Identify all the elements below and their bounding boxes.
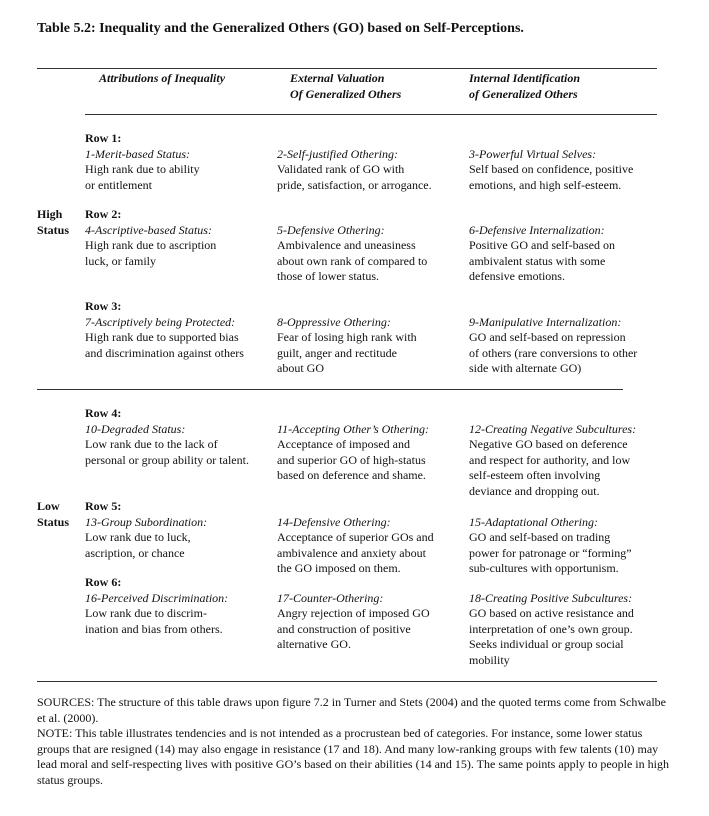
bottom-rule: [37, 681, 657, 682]
group-label-low-status: Low Status: [37, 499, 70, 529]
row-1-attribution: Row 1: 1-Merit-based Status: High rank due to ability or entitlement: [85, 131, 200, 192]
row-2-internal: 6-Defensive Internalization: Positive GO and self-based on ambivalent status with some defensive emotions.: [469, 222, 615, 283]
row-3-internal: 9-Manipulative Internalization: GO and self-based on repression of others (rare conversions to other side with alternate GO): [469, 314, 638, 375]
cell-title: 1-Merit-based Status:: [85, 146, 190, 161]
cell-title: 12-Creating Negative Subcultures:: [469, 421, 637, 436]
cell-title: 9-Manipulative Internalization:: [469, 314, 622, 329]
row-6-internal: 18-Creating Positive Subcultures: GO based on active resistance and interpretation of one’s own group. Seeks individual or group social mobility: [469, 590, 634, 667]
cell-title: 15-Adaptational Othering:: [469, 514, 598, 529]
column-header-attributions: Attributions of Inequality: [99, 71, 226, 85]
row-1-internal: 3-Powerful Virtual Selves: Self based on confidence, positive emotions, and high self-esteem.: [469, 146, 634, 192]
cell-title: 5-Defensive Othering:: [277, 222, 385, 237]
header-rule: [85, 114, 657, 115]
cell-title: 17-Counter-Othering:: [277, 590, 384, 605]
row-2-external: 5-Defensive Othering: Ambivalence and uneasiness about own rank of compared to those of lower status.: [277, 222, 428, 283]
column-header-internal-identification: Internal Identification of Generalized Others: [469, 71, 581, 101]
cell-title: 4-Ascriptive-based Status:: [85, 222, 212, 237]
sources-note: SOURCES: The structure of this table draws upon figure 7.2 in Turner and Stets (2004) and the quoted terms come from Schwalbe et al. (2000).: [37, 695, 667, 725]
top-rule: [37, 68, 657, 69]
row-label: Row 4:: [85, 406, 122, 420]
column-header-external-valuation: External Valuation Of Generalized Others: [290, 71, 402, 101]
general-note: NOTE: This table illustrates tendencies and is not intended as a procrustean bed of categories. For instance, some lower status groups that are resigned (14) may also engage in resistance (17 and 18). And many low-ranking groups with few talents (10) may lead moral and self-respecting lives with positive GO’s based on their abilities (14 and 15). The same points apply to people in high status groups.: [37, 726, 669, 787]
group-label-high-status: High Status: [37, 207, 70, 237]
cell-title: 14-Defensive Othering:: [277, 514, 391, 529]
cell-title: 18-Creating Positive Subcultures:: [469, 590, 633, 605]
cell-title: 3-Powerful Virtual Selves:: [469, 146, 597, 161]
cell-title: 6-Defensive Internalization:: [469, 222, 605, 237]
cell-title: 10-Degraded Status:: [85, 421, 186, 436]
cell-title: 7-Ascriptively being Protected:: [85, 314, 236, 329]
cell-title: 13-Group Subordination:: [85, 514, 208, 529]
cell-title: 16-Perceived Discrimination:: [85, 590, 229, 605]
cell-title: 11-Accepting Other’s Othering:: [277, 421, 429, 436]
row-5-internal: 15-Adaptational Othering: GO and self-based on trading power for patronage or “forming” sub-cultures with opportunism.: [469, 514, 632, 575]
row-3-external: 8-Oppressive Othering: Fear of losing high rank with guilt, anger and rectitude about GO: [277, 314, 417, 375]
cell-title: 8-Oppressive Othering:: [277, 314, 391, 329]
group-divider-rule: [37, 389, 623, 390]
row-3-attribution: Row 3: 7-Ascriptively being Protected: High rank due to supported bias and discrimination against others: [85, 299, 244, 360]
row-4-external: 11-Accepting Other’s Othering: Acceptance of imposed and and superior GO of high-status based on deference and shame.: [277, 421, 429, 482]
row-6-external: 17-Counter-Othering: Angry rejection of imposed GO and construction of positive alternative GO.: [277, 590, 430, 651]
row-label: Row 6:: [85, 575, 122, 589]
table-title: Table 5.2: Inequality and the Generalized Others (GO) based on Self-Perceptions.: [37, 21, 524, 36]
row-label: Row 2:: [85, 207, 122, 221]
row-1-external: 2-Self-justified Othering: Validated rank of GO with pride, satisfaction, or arrogance.: [277, 146, 432, 192]
row-4-internal: 12-Creating Negative Subcultures: Negative GO based on deference and respect for authority, and low self-esteem often involving deviance and dropping out.: [469, 421, 637, 498]
row-label: Row 1:: [85, 131, 122, 145]
row-label: Row 5:: [85, 499, 122, 513]
table-notes: [37, 695, 677, 788]
row-label: Row 3:: [85, 299, 122, 313]
row-2-attribution: Row 2: 4-Ascriptive-based Status: High rank due to ascription luck, or family: [85, 207, 217, 268]
row-4-attribution: Row 4: 10-Degraded Status: Low rank due to the lack of personal or group ability or talent.: [85, 406, 249, 467]
cell-title: 2-Self-justified Othering:: [277, 146, 398, 161]
row-5-external: 14-Defensive Othering: Acceptance of superior GOs and ambivalence and anxiety about the GO imposed on them.: [277, 514, 434, 575]
row-6-attribution: Row 6: 16-Perceived Discrimination: Low rank due to discrim- ination and bias from others.: [85, 575, 229, 636]
row-5-attribution: Row 5: 13-Group Subordination: Low rank due to luck, ascription, or chance: [85, 499, 208, 560]
